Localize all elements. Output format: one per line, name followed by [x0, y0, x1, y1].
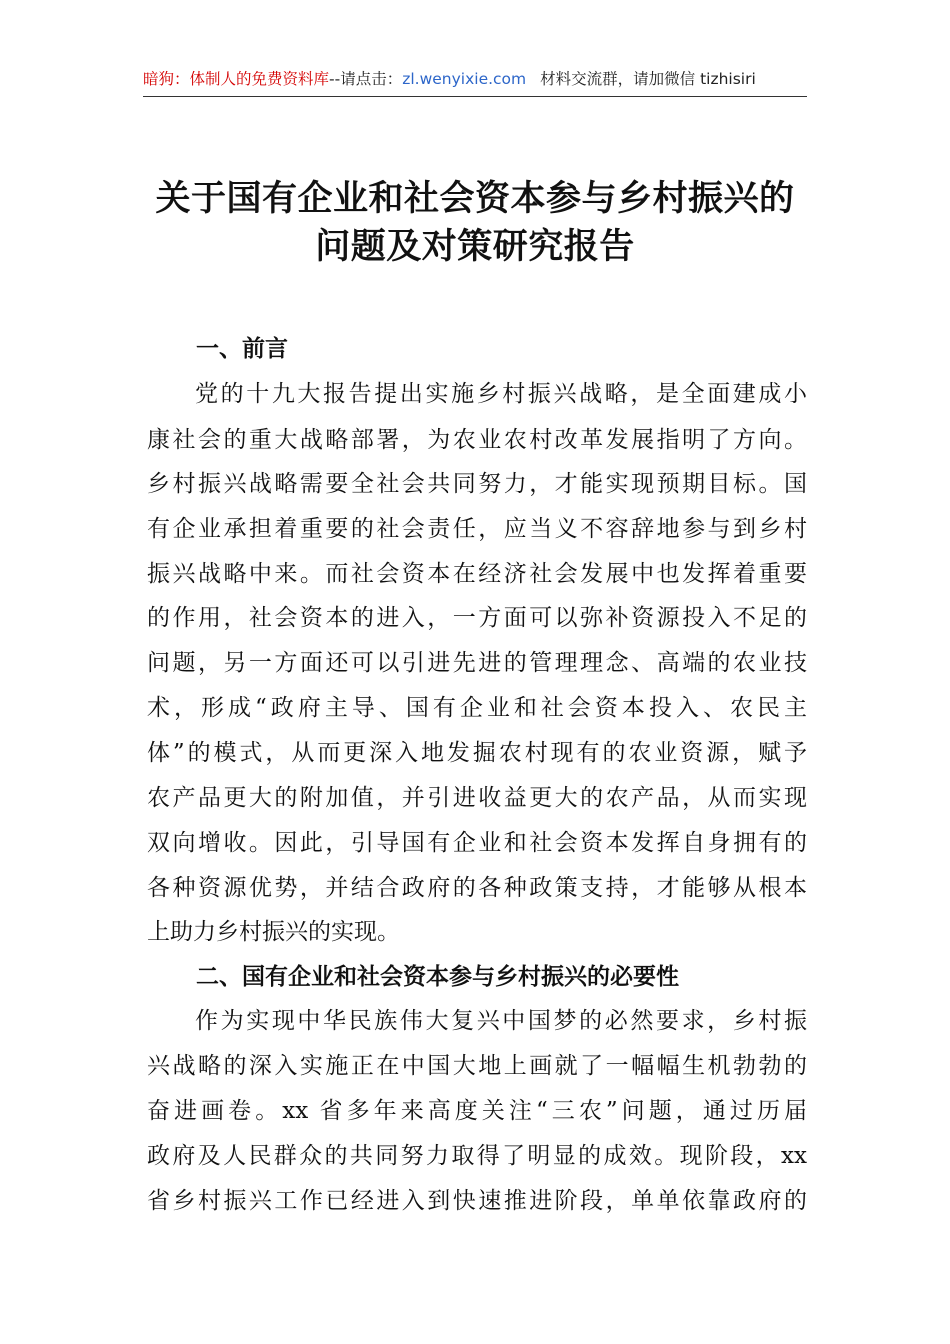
paragraph-line: 体”的模式，从而更深入地发掘农村现有的农业资源，赋予 [147, 740, 807, 766]
paragraph-line: 党的十九大报告提出实施乡村振兴战略，是全面建成小 [195, 381, 807, 407]
paragraph-line: 乡村振兴战略需要全社会共同努力，才能实现预期目标。国 [147, 471, 807, 497]
paragraph-line: 振兴战略中来。而社会资本在经济社会发展中也发挥着重要 [147, 561, 807, 587]
header-group-text: 材料交流群，请加微信 tizhisiri [540, 70, 756, 88]
paragraph-line: 康社会的重大战略部署，为农业农村改革发展指明了方向。 [147, 427, 807, 453]
page-header [143, 62, 807, 97]
paragraph-line: 农产品更大的附加值，并引进收益更大的农产品，从而实现 [147, 785, 807, 811]
paragraph-line: 作为实现中华民族伟大复兴中国梦的必然要求，乡村振 [195, 1008, 807, 1034]
paragraph-line: 术，形成“政府主导、国有企业和社会资本投入、农民主 [147, 695, 807, 721]
paragraph-line: 各种资源优势，并结合政府的各种政策支持，才能够从根本 [147, 875, 807, 901]
paragraph-line: 政府及人民群众的共同努力取得了明显的成效。现阶段，xx [147, 1143, 807, 1169]
header-brand: 暗狗：体制人的免费资料库 [143, 70, 330, 88]
paragraph-line: 上助力乡村振兴的实现。 [147, 919, 400, 945]
section-1-heading: 一、前言 [196, 336, 288, 362]
paragraph-line: 省乡村振兴工作已经进入到快速推进阶段，单单依靠政府的 [147, 1188, 807, 1214]
section-2-heading: 二、国有企业和社会资本参与乡村振兴的必要性 [196, 964, 679, 990]
document-title-line-1: 关于国有企业和社会资本参与乡村振兴的 [155, 178, 795, 219]
document-title-line-2: 问题及对策研究报告 [315, 226, 635, 267]
header-url-link[interactable]: zl.wenyixie.com [402, 70, 527, 88]
paragraph-line: 有企业承担着重要的社会责任，应当义不容辞地参与到乡村 [147, 516, 807, 542]
header-click-prompt: --请点击： [329, 70, 403, 88]
paragraph-line: 兴战略的深入实施正在中国大地上画就了一幅幅生机勃勃的 [147, 1053, 807, 1079]
paragraph-line: 奋进画卷。xx 省多年来高度关注“三农”问题，通过历届 [147, 1098, 807, 1124]
paragraph-line: 的作用，社会资本的进入，一方面可以弥补资源投入不足的 [147, 605, 807, 631]
paragraph-line: 双向增收。因此，引导国有企业和社会资本发挥自身拥有的 [147, 830, 807, 856]
paragraph-line: 问题，另一方面还可以引进先进的管理理念、高端的农业技 [147, 650, 807, 676]
